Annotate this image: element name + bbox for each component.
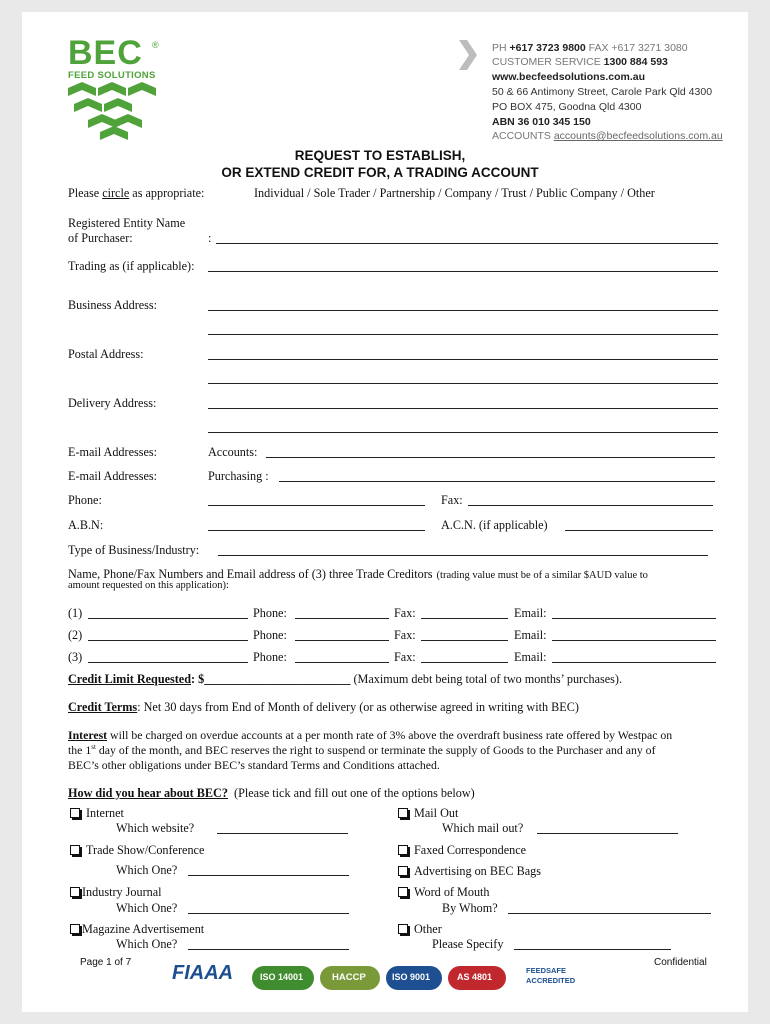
acn-field[interactable] <box>565 530 713 531</box>
credit-terms-label: Credit Terms <box>68 700 138 714</box>
ph-label: PH <box>492 42 507 54</box>
credit-terms-line <box>68 700 579 715</box>
form-title-line1: REQUEST TO ESTABLISH, <box>294 148 466 163</box>
credit-limit-field[interactable]: : $________________________ <box>191 672 351 686</box>
creditor-fax-field[interactable] <box>421 618 508 619</box>
email-addresses-label-1: E-mail Addresses: <box>68 445 158 459</box>
circle-prefix: Please <box>68 186 103 200</box>
business-type-field[interactable] <box>218 555 708 556</box>
creditor-number: (3) <box>68 650 83 664</box>
please-specify-label: Please Specify <box>432 937 504 951</box>
which-mail-out-field[interactable] <box>537 833 678 834</box>
accounts-email-label: Accounts: <box>208 445 258 459</box>
cs-label: CUSTOMER SERVICE <box>492 56 601 68</box>
website-link[interactable]: www.becfeedsolutions.com.au <box>492 71 646 83</box>
interest-label: Interest <box>68 728 108 742</box>
other-checkbox[interactable] <box>398 924 408 934</box>
interest-line-3: BEC’s other obligations under BEC’s standard Terms and Conditions attached. <box>68 758 440 772</box>
page-number: Page 1 of 7 <box>80 957 132 968</box>
creditor-name-field[interactable] <box>88 662 248 663</box>
abn-number: ABN 36 010 345 150 <box>492 116 591 128</box>
creditor-email-label: Email: <box>514 650 547 664</box>
creditors-note-2: amount requested on this application): <box>68 580 229 591</box>
trading-as-field[interactable] <box>208 271 718 272</box>
faxed-label: Faxed Correspondence <box>414 843 527 857</box>
po-box: PO BOX 475, Goodna Qld 4300 <box>492 101 642 113</box>
advertising-bags-label: Advertising on BEC Bags <box>414 864 541 878</box>
hear-about-note: (Please tick and fill out one of the options below) <box>234 786 475 800</box>
option-mail-out[interactable] <box>398 806 458 821</box>
creditor-fax-label: Fax: <box>394 628 416 642</box>
creditor-phone-field[interactable] <box>295 640 389 641</box>
street-address: 50 & 66 Antimony Street, Carole Park Qld 4300 <box>492 86 713 98</box>
circle-suffix: as appropriate: <box>129 186 205 200</box>
advertising-bags-checkbox[interactable] <box>398 866 408 876</box>
iso9001-badge <box>386 966 442 990</box>
entity-type-options[interactable]: Individual / Sole Trader / Partnership / Company / Trust / Public Company / Other <box>254 186 655 200</box>
interest-text-2-sup: st <box>91 743 96 752</box>
creditor-email-label: Email: <box>514 628 547 642</box>
accounts-email-field[interactable] <box>266 457 715 458</box>
creditor-name-field[interactable] <box>88 618 248 619</box>
entity-name-label-2: of Purchaser: <box>68 231 133 245</box>
purchasing-email-field[interactable] <box>279 481 715 482</box>
accounts-label: ACCOUNTS <box>492 130 551 142</box>
interest-line-2 <box>68 743 656 758</box>
accounts-email-link[interactable]: accounts@becfeedsolutions.com.au <box>553 130 723 142</box>
logo-chevron-mark <box>68 82 160 140</box>
fax-value: +617 3271 3080 <box>611 42 688 54</box>
magazine-checkbox[interactable] <box>70 924 80 934</box>
magazine-which-one-label: Which One? <box>116 937 178 951</box>
business-address-field-2[interactable] <box>208 334 718 335</box>
postal-address-field-2[interactable] <box>208 383 718 384</box>
circle-word: circle <box>102 186 130 200</box>
header-arrow-icon <box>459 40 481 70</box>
hear-about-label: How did you hear about BEC? <box>68 786 228 800</box>
creditor-email-field[interactable] <box>552 618 716 619</box>
option-trade-show[interactable] <box>70 843 204 858</box>
trade-show-which-one-label: Which One? <box>116 863 178 877</box>
circle-instruction <box>68 186 204 201</box>
delivery-address-field-1[interactable] <box>208 408 718 409</box>
haccp-badge <box>320 966 380 990</box>
creditors-note-1: (trading value must be of a similar $AUD value to <box>436 570 648 581</box>
word-of-mouth-checkbox[interactable] <box>398 887 408 897</box>
which-website-label: Which website? <box>116 821 195 835</box>
logo-name: BEC <box>68 34 143 72</box>
purchasing-email-label: Purchasing : <box>208 469 269 483</box>
document-page <box>22 12 748 1012</box>
creditor-phone-field[interactable] <box>295 662 389 663</box>
creditor-email-label: Email: <box>514 606 547 620</box>
acn-label: A.C.N. (if applicable) <box>441 518 548 532</box>
option-word-of-mouth[interactable] <box>398 885 490 900</box>
business-address-field-1[interactable] <box>208 310 718 311</box>
trade-show-checkbox[interactable] <box>70 845 80 855</box>
trade-show-label: Trade Show/Conference <box>86 843 205 857</box>
interest-text-1: will be charged on overdue accounts at a per month rate of 3% above the overdraft business rate offered by Westpac on <box>107 728 673 742</box>
customer-service-line <box>492 56 668 68</box>
creditor-email-field[interactable] <box>552 662 716 663</box>
trading-as-label: Trading as (if applicable): <box>68 259 195 273</box>
iso14001-badge <box>252 966 314 990</box>
logo-registered-mark: ® <box>152 40 159 50</box>
creditor-number: (2) <box>68 628 83 642</box>
creditor-fax-label: Fax: <box>394 606 416 620</box>
credit-limit-note: (Maximum debt being total of two months’ purchases). <box>353 672 623 686</box>
interest-text-2a: the 1 <box>68 743 92 757</box>
mail-out-checkbox[interactable] <box>398 808 408 818</box>
delivery-address-label: Delivery Address: <box>68 396 157 410</box>
creditor-email-field[interactable] <box>552 640 716 641</box>
logo-subtitle: FEED SOLUTIONS <box>68 70 156 81</box>
option-faxed[interactable] <box>398 843 526 858</box>
ph-value: +617 3723 9800 <box>509 42 586 54</box>
magazine-which-one-field[interactable] <box>188 949 349 950</box>
fax-field[interactable] <box>468 505 713 506</box>
phone-label: Phone: <box>68 493 102 507</box>
option-advertising-bags[interactable] <box>398 864 541 879</box>
creditor-fax-field[interactable] <box>421 662 508 663</box>
phone-field[interactable] <box>208 505 425 506</box>
cs-value: 1300 884 593 <box>603 56 668 68</box>
by-whom-field[interactable] <box>508 913 711 914</box>
postal-address-label: Postal Address: <box>68 347 144 361</box>
creditor-fax-field[interactable] <box>421 640 508 641</box>
entity-name-label-1: Registered Entity Name <box>68 216 186 230</box>
faxed-checkbox[interactable] <box>398 845 408 855</box>
iso9001-label: ISO 9001 <box>392 972 431 982</box>
by-whom-label: By Whom? <box>442 901 498 915</box>
journal-which-one-field[interactable] <box>188 913 349 914</box>
as4801-label: AS 4801 <box>457 972 493 982</box>
credit-limit-line <box>68 672 622 687</box>
option-other[interactable] <box>398 922 442 937</box>
creditor-phone-label: Phone: <box>253 650 287 664</box>
magazine-label: Magazine Advertisement <box>82 922 205 936</box>
fax-label: FAX <box>588 42 609 54</box>
feedsafe-badge: FEEDSAFE ACCREDITED <box>526 966 576 985</box>
hear-about-line <box>68 786 475 801</box>
creditor-phone-label: Phone: <box>253 628 287 642</box>
creditor-phone-label: Phone: <box>253 606 287 620</box>
abn-label: A.B.N: <box>68 518 104 532</box>
creditor-phone-field[interactable] <box>295 618 389 619</box>
iso14001-label: ISO 14001 <box>260 972 304 982</box>
haccp-label: HACCP <box>332 972 366 983</box>
confidential-label: Confidential <box>654 957 707 968</box>
mail-out-label: Mail Out <box>414 806 459 820</box>
word-of-mouth-label: Word of Mouth <box>414 885 490 899</box>
entity-name-field[interactable] <box>216 243 718 244</box>
creditor-name-field[interactable] <box>88 640 248 641</box>
accounts-line <box>492 130 723 142</box>
other-label: Other <box>414 922 442 936</box>
creditors-main-text: Name, Phone/Fax Numbers and Email address of (3) three Trade Creditors <box>68 567 433 581</box>
please-specify-field[interactable] <box>514 949 671 950</box>
postal-address-field-1[interactable] <box>208 359 718 360</box>
credit-terms-text: : Net 30 days from End of Month of delivery (or as otherwise agreed in writing with BEC) <box>137 700 579 714</box>
creditor-number: (1) <box>68 606 83 620</box>
delivery-address-field-2[interactable] <box>208 432 718 433</box>
industry-journal-label: Industry Journal <box>82 885 162 899</box>
interest-text-2b: day of the month, and BEC reserves the right to suspend or terminate the supply of Goods to the Purchaser and any of <box>95 743 656 757</box>
which-website-field[interactable] <box>217 833 348 834</box>
internet-checkbox[interactable] <box>70 808 80 818</box>
journal-which-one-label: Which One? <box>116 901 178 915</box>
business-type-label: Type of Business/Industry: <box>68 543 200 557</box>
abn-field[interactable] <box>208 530 425 531</box>
credit-limit-label: Credit Limit Requested <box>68 672 191 686</box>
fax-label: Fax: <box>441 493 463 507</box>
internet-label: Internet <box>86 806 124 820</box>
trade-show-which-one-field[interactable] <box>188 875 349 876</box>
option-magazine[interactable] <box>70 922 204 937</box>
option-internet[interactable] <box>70 806 124 821</box>
email-addresses-label-2: E-mail Addresses: <box>68 469 158 483</box>
entity-name-colon: : <box>208 231 212 245</box>
creditor-fax-label: Fax: <box>394 650 416 664</box>
fiaaa-logo: FIAAA <box>172 962 234 984</box>
option-industry-journal[interactable] <box>70 885 162 900</box>
business-address-label: Business Address: <box>68 298 158 312</box>
interest-line-1 <box>68 728 672 743</box>
industry-journal-checkbox[interactable] <box>70 887 80 897</box>
which-mail-out-label: Which mail out? <box>442 821 524 835</box>
form-title-line2: OR EXTEND CREDIT FOR, A TRADING ACCOUNT <box>221 165 539 180</box>
as4801-badge <box>448 966 506 990</box>
phone-fax-line <box>492 42 688 54</box>
